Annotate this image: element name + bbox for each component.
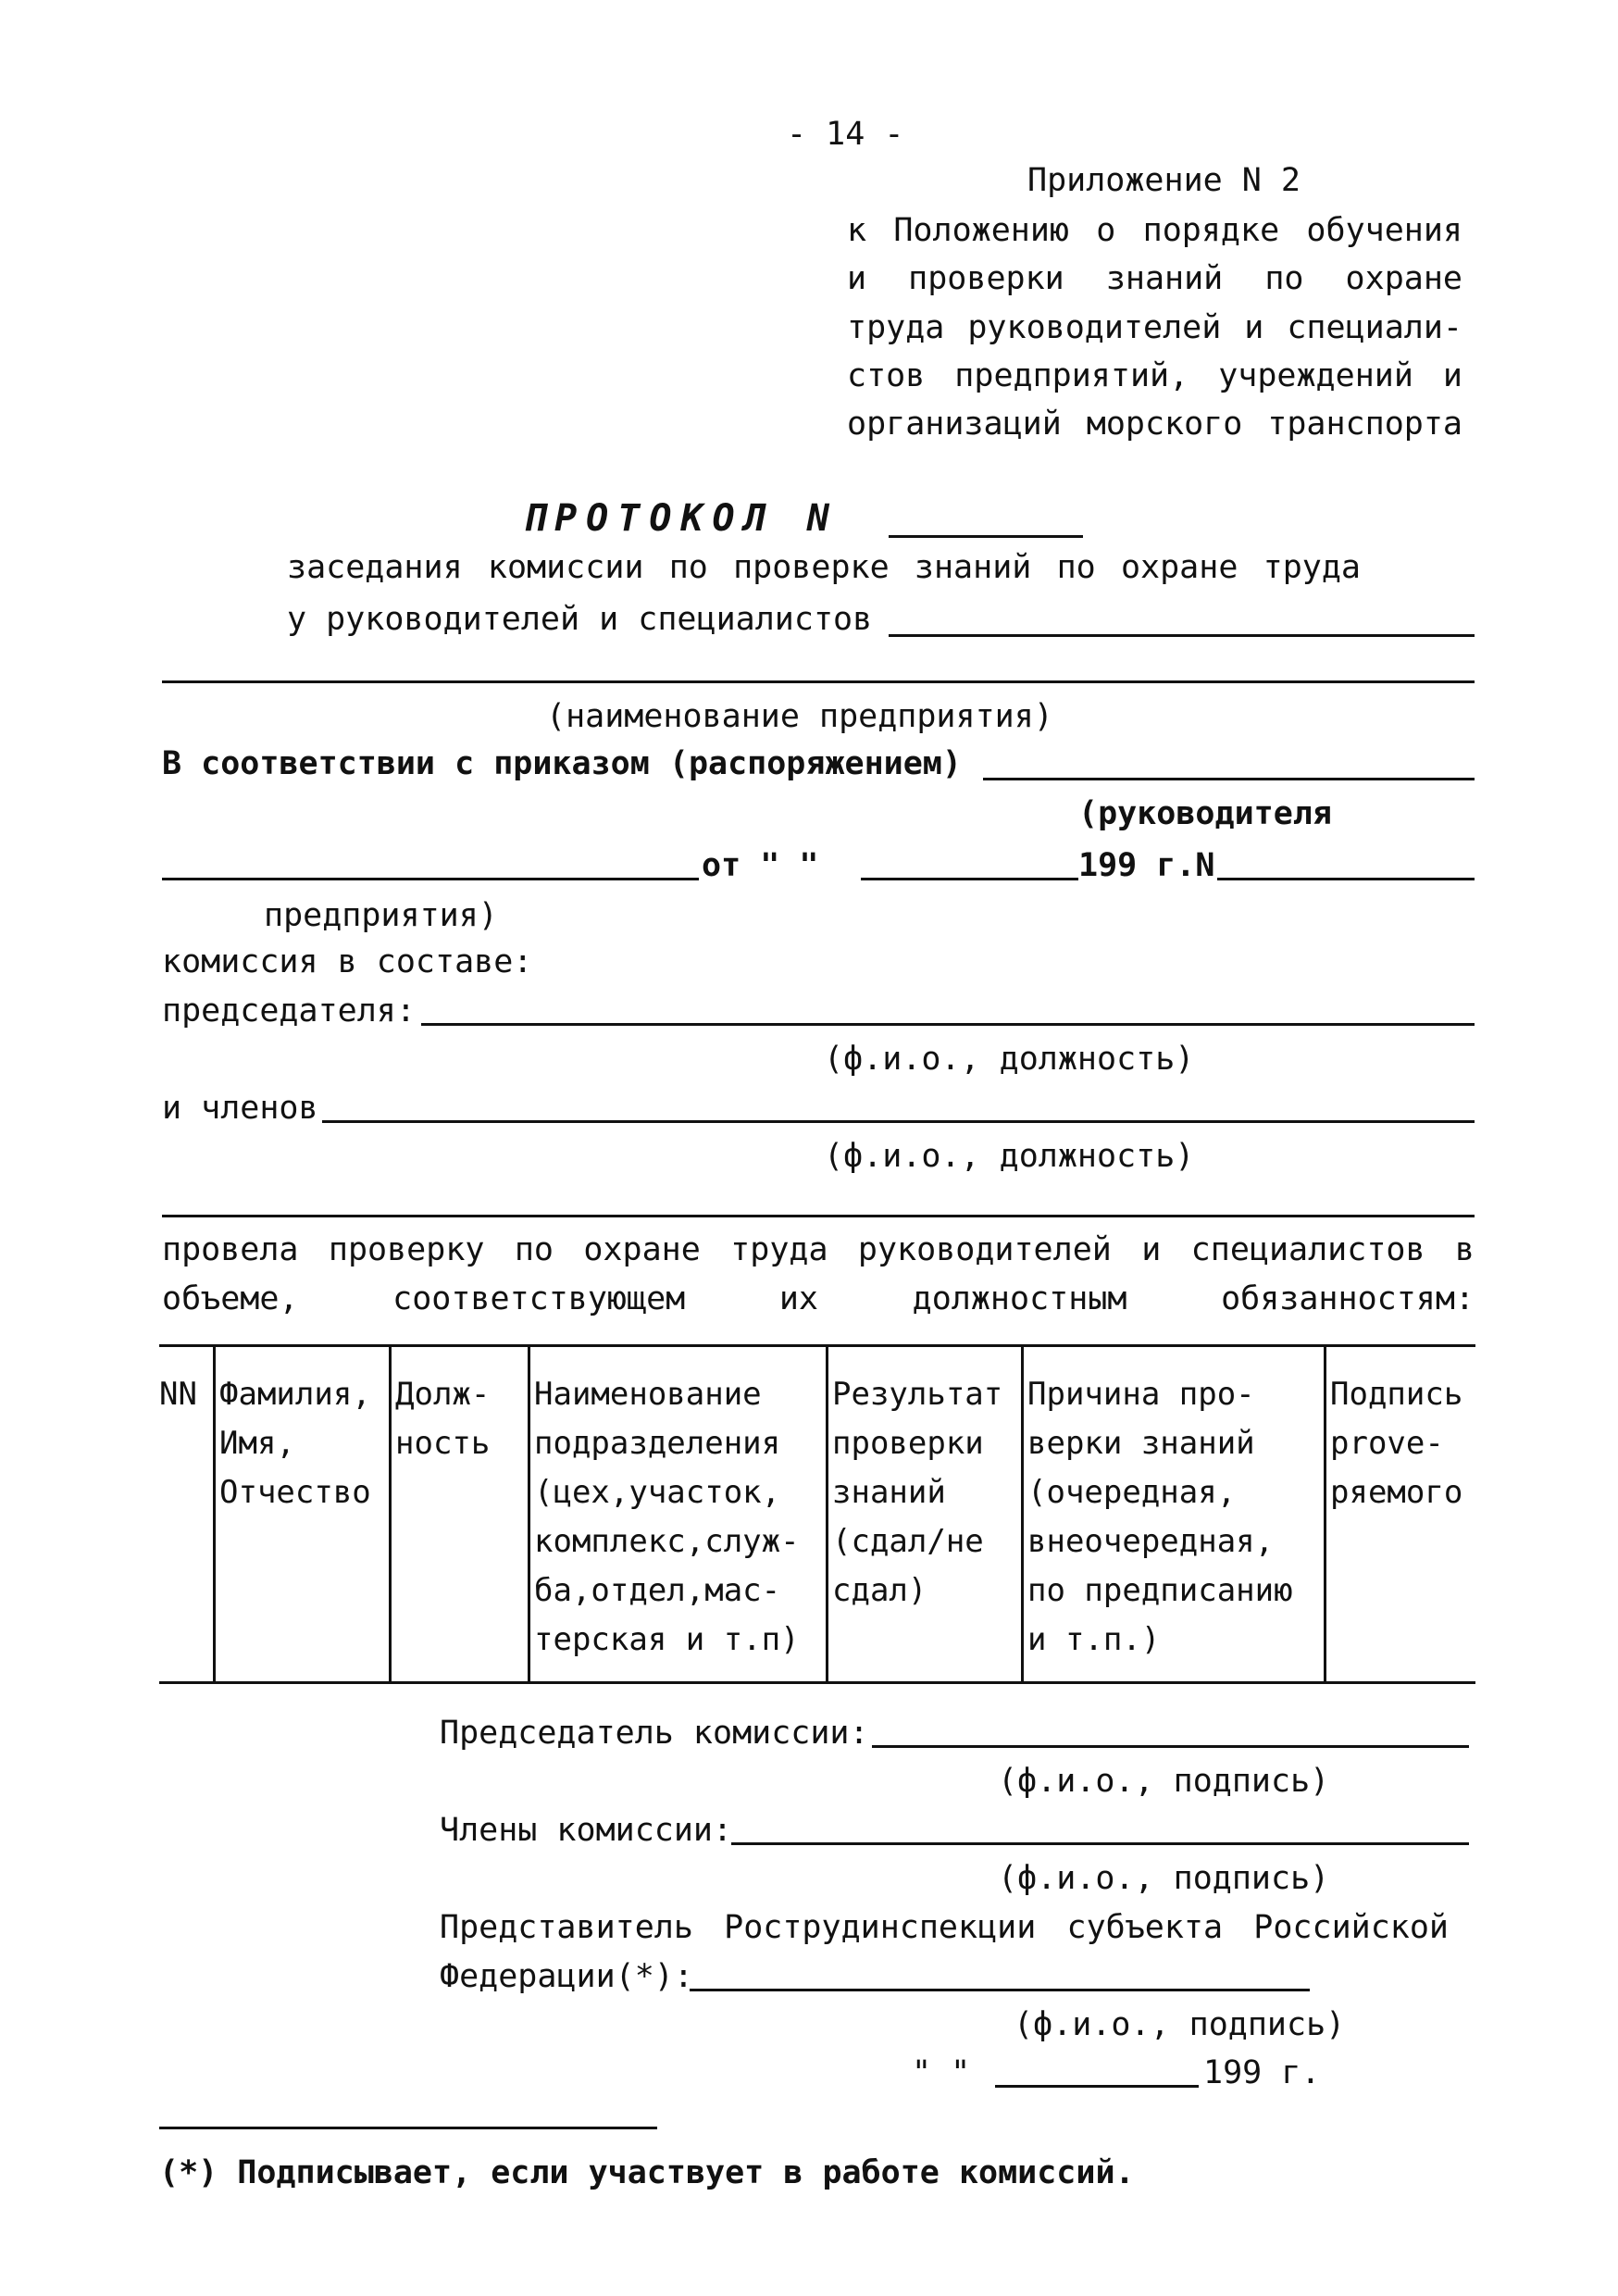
head-name-field[interactable] — [162, 878, 699, 880]
members-label: и членов — [162, 1090, 318, 1127]
fio-sign-caption: (ф.и.о., подпись) — [998, 1763, 1330, 1800]
order-field[interactable] — [983, 778, 1475, 780]
appendix-title: Приложение N 2 — [1027, 162, 1301, 199]
appendix-line: к Положению о порядке обучения — [847, 212, 1462, 249]
table-column-divider — [1021, 1344, 1024, 1681]
fio-sign-caption-3: (ф.и.о., подпись) — [1014, 2006, 1346, 2043]
enterprise-field[interactable] — [162, 680, 1475, 683]
order-number-field[interactable] — [1217, 878, 1475, 880]
table-column-divider — [389, 1344, 392, 1681]
footnote: (*) Подписывает, если участвует в работе комиссий. — [159, 2154, 1135, 2191]
enterprise-name-caption: (наименование предприятия) — [546, 698, 1053, 735]
chairman-signature-field[interactable] — [872, 1745, 1469, 1748]
chairman-signature-label: Председатель комиссии: — [440, 1715, 869, 1752]
enterprise-caption: предприятия) — [264, 897, 498, 934]
page-number: - 14 - — [787, 116, 904, 153]
table-column-divider — [826, 1344, 828, 1681]
protocol-subtitle-2: у руководителей и специалистов — [287, 601, 873, 638]
fio-sign-caption-2: (ф.и.о., подпись) — [998, 1860, 1330, 1897]
protocol-title: ПРОТОКОЛ N — [523, 497, 839, 540]
table-bottom-border — [159, 1681, 1475, 1684]
appendix-line: труда руководителей и специали- — [847, 309, 1462, 346]
appendix-line: организаций морского транспорта — [847, 406, 1462, 443]
footnote-separator — [159, 2127, 657, 2129]
year-label: 199 г.N — [1078, 847, 1215, 884]
fio-position-caption: (ф.и.о., должность) — [824, 1041, 1195, 1078]
order-date-field[interactable] — [861, 878, 1078, 880]
protocol-number-field[interactable] — [889, 535, 1083, 538]
head-caption: (руководителя — [1078, 795, 1332, 832]
members-signature-field[interactable] — [731, 1842, 1469, 1845]
table-header-result: Результат проверки знаний (сдал/не сдал) — [832, 1376, 1003, 1609]
members-signature-label: Члены комиссии: — [440, 1812, 733, 1849]
appendix-line: стов предприятий, учреждений и — [847, 357, 1462, 394]
date-quotes: " " — [912, 2054, 971, 2091]
table-top-border — [159, 1344, 1475, 1347]
chairman-label: председателя: — [162, 992, 416, 1029]
appendix-line: и проверки знаний по охране — [847, 260, 1462, 297]
commission-label: комиссия в составе: — [162, 943, 533, 980]
conducted-text-2: объеме, соответствующем их должностным обязанностям: — [162, 1280, 1475, 1317]
chairman-field[interactable] — [421, 1023, 1475, 1026]
conducted-text: провела проверку по охране труда руководителей и специалистов в — [162, 1231, 1475, 1268]
representative-label-2: Федерации(*): — [440, 1958, 693, 1995]
members-field-2[interactable] — [162, 1215, 1475, 1217]
protocol-subtitle: заседания комиссии по проверке знаний по охране труда — [287, 549, 1361, 586]
order-label: В соответствии с приказом (распоряжением) — [162, 745, 962, 782]
table-column-divider — [213, 1344, 216, 1681]
representative-label: Представитель Рострудинспекции субъекта Российской — [440, 1909, 1449, 1946]
table-header-reason: Причина про- верки знаний (очередная, внеочередная, по предписанию и т.п.) — [1027, 1376, 1293, 1658]
specialists-field[interactable] — [889, 634, 1475, 637]
table-header-position: Долж- ность — [395, 1376, 491, 1462]
table-header-unit: Наименование подразделения (цех,участок, комплекс,служ- ба,отдел,мас- терская и т.п) — [534, 1376, 800, 1658]
table-header-fio: Фамилия, Имя, Отчество — [219, 1376, 371, 1511]
table-header-nn: NN — [159, 1376, 197, 1413]
date-year: 199 г. — [1203, 2054, 1321, 2091]
from-label: от " " — [702, 847, 819, 884]
representative-signature-field[interactable] — [690, 1989, 1310, 1991]
table-column-divider — [1324, 1344, 1326, 1681]
table-header-signature: Подпись prove- ряемого — [1330, 1376, 1463, 1511]
signing-date-field[interactable] — [995, 2085, 1199, 2088]
table-column-divider — [528, 1344, 530, 1681]
members-field[interactable] — [322, 1120, 1475, 1123]
fio-position-caption-2: (ф.и.о., должность) — [824, 1138, 1195, 1175]
